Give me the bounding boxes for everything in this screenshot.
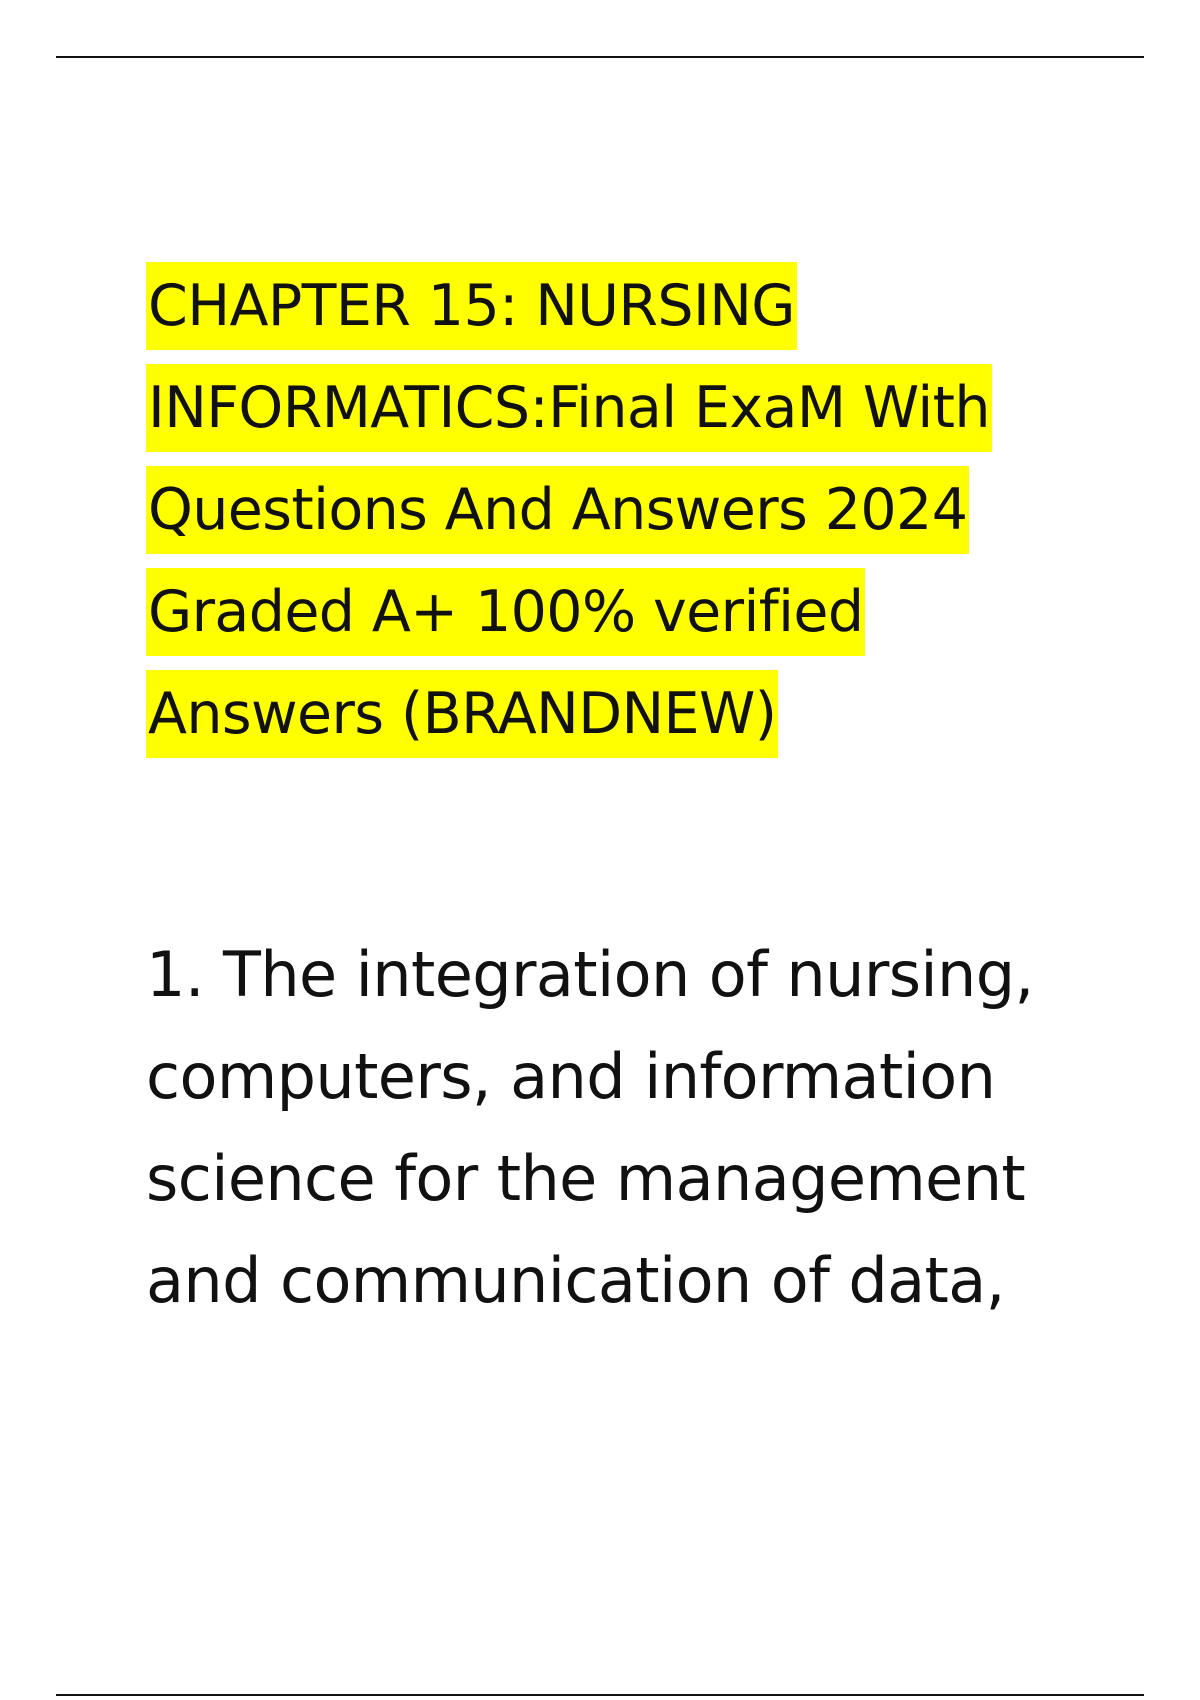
question-1 xyxy=(146,924,1146,1332)
title-line-text: INFORMATICS:Final ExaM With xyxy=(146,364,992,452)
title-line-text: Questions And Answers 2024 xyxy=(146,466,969,554)
question-line: computers, and information xyxy=(146,1040,996,1113)
bottom-rule xyxy=(56,1694,1144,1696)
question-line: and communication of data, xyxy=(146,1244,1005,1317)
document-title xyxy=(146,262,1146,772)
title-line-text: CHAPTER 15: NURSING xyxy=(146,262,797,350)
title-line-text: Graded A+ 100% verified xyxy=(146,568,865,656)
title-line xyxy=(146,568,1146,670)
title-line xyxy=(146,466,1146,568)
top-rule xyxy=(56,56,1144,58)
title-line-text: Answers (BRANDNEW) xyxy=(146,670,778,758)
title-line xyxy=(146,364,1146,466)
title-line xyxy=(146,670,1146,772)
question-line: science for the management xyxy=(146,1142,1026,1215)
question-line: 1. The integration of nursing, xyxy=(146,938,1034,1011)
title-line xyxy=(146,262,1146,364)
